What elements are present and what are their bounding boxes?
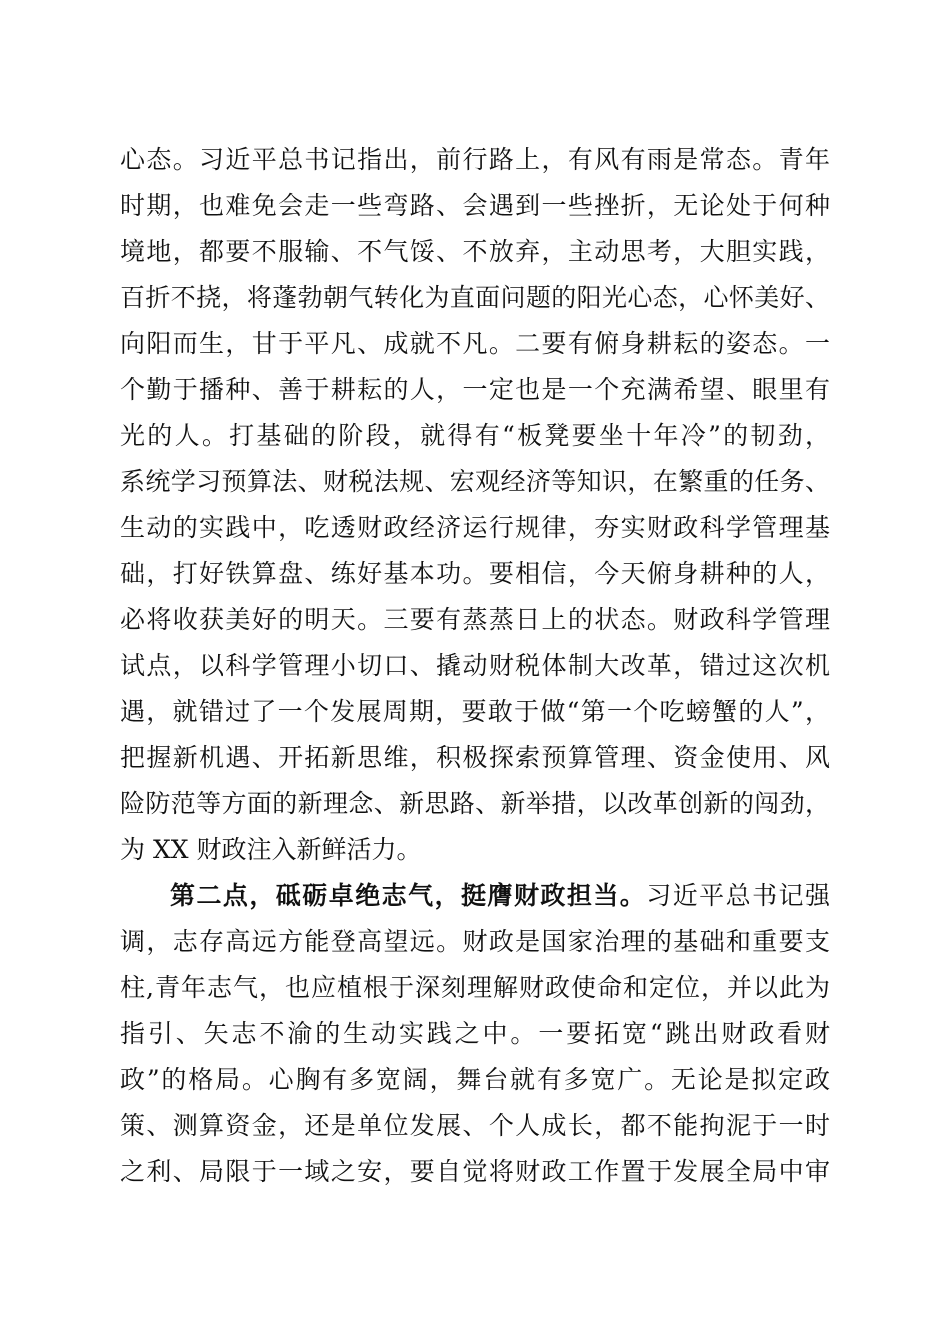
text-line: 时期，也难免会走一些弯路、会遇到一些挫折，无论处于何种	[120, 191, 830, 220]
text-line: 政”的格局。心胸有多宽阔，舞台就有多宽广。无论是拟定政	[120, 1065, 830, 1094]
paragraph-first-line	[170, 876, 830, 916]
text-line: 为 XX 财政注入新鲜活力。	[120, 835, 422, 864]
text-line: 光的人。打基础的阶段，就得有“板凳要坐十年冷”的韧劲，	[120, 421, 830, 450]
section-heading: 第二点，砥砺卓绝志气，挺膺财政担当。	[170, 881, 647, 910]
text-line: 系统学习预算法、财税法规、宏观经济等知识，在繁重的任务、	[120, 467, 830, 496]
text-line: 生动的实践中，吃透财政经济运行规律，夯实财政科学管理基	[120, 513, 830, 542]
text-line: 境地，都要不服输、不气馁、不放弃，主动思考，大胆实践，	[120, 237, 830, 266]
text-line: 把握新机遇、开拓新思维，积极探索预算管理、资金使用、风	[120, 743, 830, 772]
text-line: 策、测算资金，还是单位发展、个人成长，都不能拘泥于一时	[120, 1111, 830, 1140]
text-line: 试点，以科学管理小切口、撬动财税体制大改革，错过这次机	[120, 651, 830, 680]
text-line: 遇，就错过了一个发展周期，要敢于做“第一个吃螃蟹的人”，	[120, 697, 830, 726]
text-line: 向阳而生，甘于平凡、成就不凡。二要有俯身耕耘的姿态。一	[120, 329, 830, 358]
text-line: 柱,青年志气，也应植根于深刻理解财政使命和定位，并以此为	[120, 973, 830, 1002]
text-span: 习近平总书记强	[646, 881, 830, 910]
text-line: 个勤于播种、善于耕耘的人，一定也是一个充满希望、眼里有	[120, 375, 830, 404]
text-line: 之利、局限于一域之安，要自觉将财政工作置于发展全局中审	[120, 1157, 830, 1186]
text-line: 险防范等方面的新理念、新思路、新举措，以改革创新的闯劲，	[120, 789, 830, 818]
text-line: 础，打好铁算盘、练好基本功。要相信，今天俯身耕种的人，	[120, 559, 830, 588]
text-line: 指引、矢志不渝的生动实践之中。一要拓宽“跳出财政看财	[120, 1019, 830, 1048]
text-line: 心态。习近平总书记指出，前行路上，有风有雨是常态。青年	[120, 145, 830, 174]
text-line: 调，志存高远方能登高望远。财政是国家治理的基础和重要支	[120, 927, 830, 956]
text-line: 百折不挠，将蓬勃朝气转化为直面问题的阳光心态，心怀美好、	[120, 283, 830, 312]
text-line: 必将收获美好的明天。三要有蒸蒸日上的状态。财政科学管理	[120, 605, 830, 634]
